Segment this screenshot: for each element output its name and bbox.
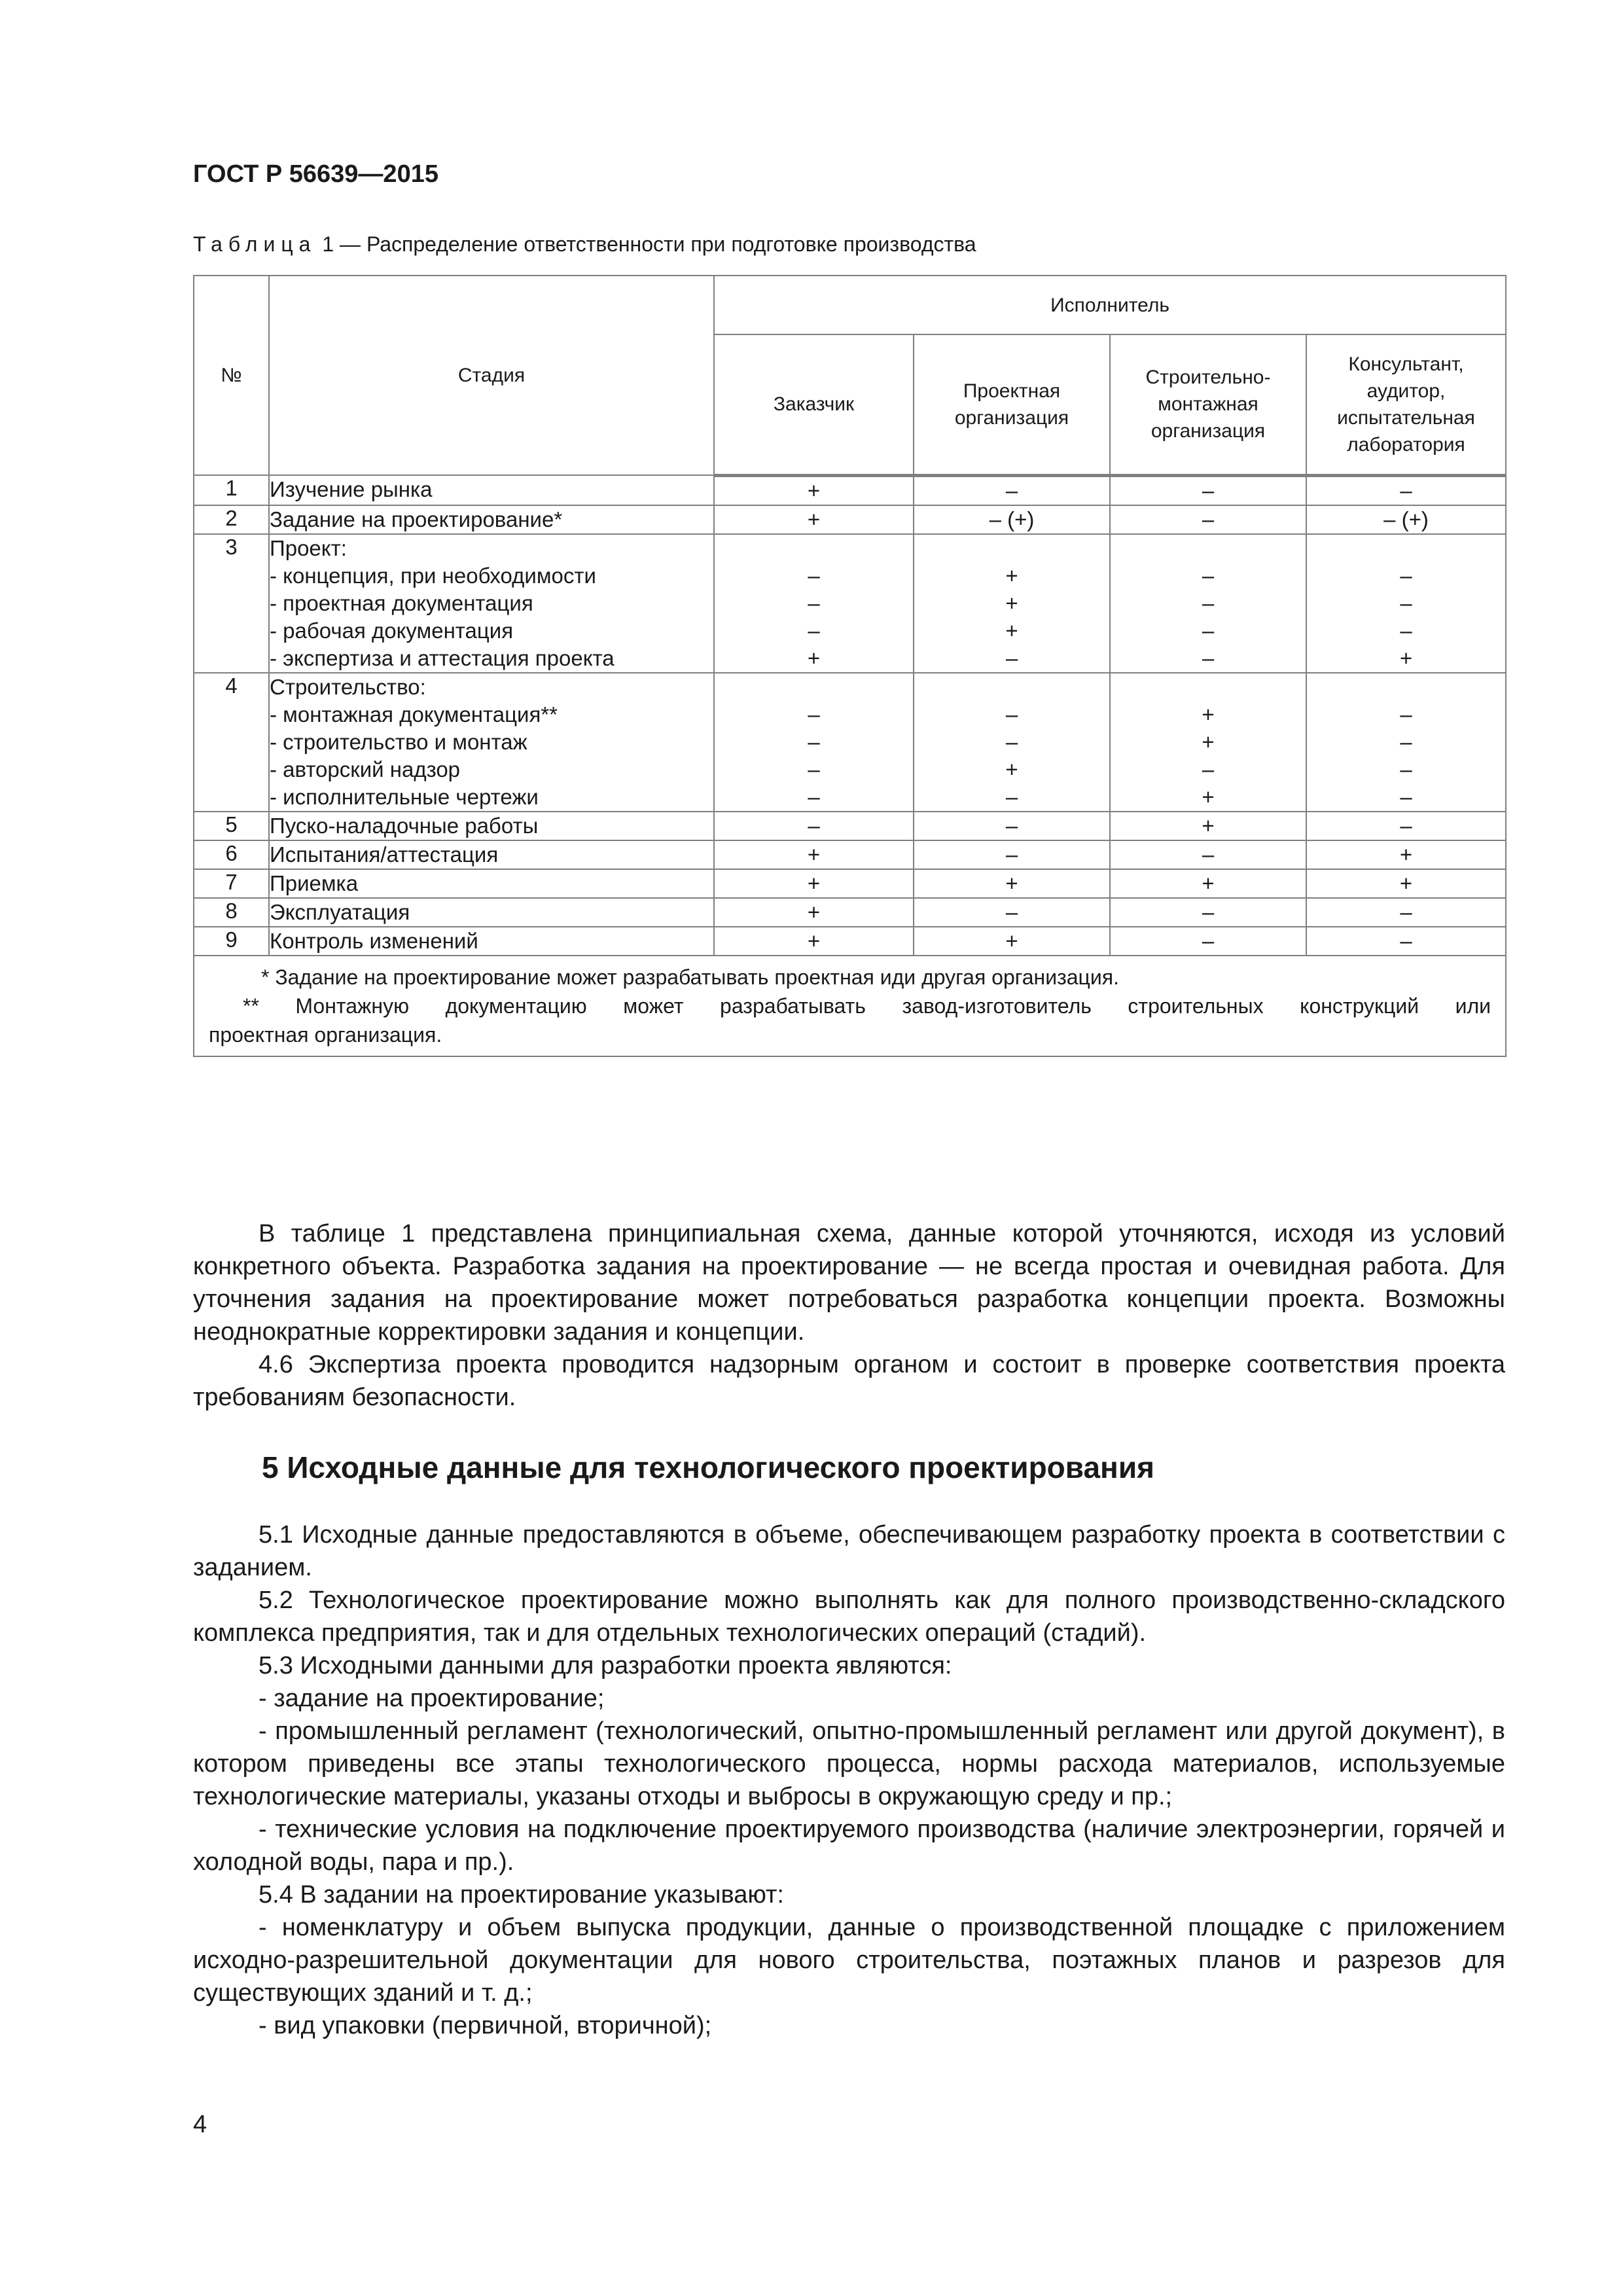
- col-executor-group-header: Исполнитель: [714, 276, 1506, 334]
- mark-value: +: [1202, 729, 1215, 754]
- row-number: 6: [194, 840, 269, 869]
- table-row: [194, 475, 1506, 505]
- row-mark-c2: [914, 840, 1110, 869]
- mark-value: –: [1005, 702, 1018, 726]
- mark-value: [1307, 673, 1505, 701]
- stage-line: - авторский надзор: [270, 757, 461, 781]
- list-item: - задание на проектирование;: [259, 1685, 605, 1712]
- mark-value: +: [807, 928, 821, 953]
- row-mark-c1: [714, 673, 914, 812]
- row-mark-c1: [714, 898, 914, 927]
- row-mark-c1: [714, 927, 914, 956]
- table-row: [194, 505, 1506, 534]
- section-text: [193, 1518, 1505, 2042]
- table-caption-text: 1 — Распределение ответственности при подготовке производства: [316, 232, 976, 256]
- mark-value: –: [1400, 590, 1412, 615]
- stage-line: - экспертиза и аттестация проекта: [270, 645, 615, 670]
- col-stage-header: Стадия: [269, 276, 714, 475]
- row-number: 3: [194, 534, 269, 673]
- mark-value: –: [1005, 813, 1018, 838]
- mark-value: –: [1400, 702, 1412, 726]
- mark-value: +: [1399, 842, 1413, 867]
- mark-value: –: [1400, 563, 1412, 588]
- mark-value: –: [1005, 784, 1018, 809]
- stage-line: Эксплуатация: [270, 899, 410, 924]
- row-number: 7: [194, 869, 269, 898]
- mark-value: –: [1005, 645, 1018, 670]
- row-mark-c4: [1306, 898, 1506, 927]
- mark-value: +: [807, 870, 821, 895]
- mark-value: –: [1400, 729, 1412, 754]
- row-stage: [269, 812, 714, 840]
- mark-value: +: [807, 507, 821, 531]
- mark-value: –: [1202, 757, 1215, 781]
- mark-value: – (+): [1383, 507, 1429, 531]
- mark-value: [1111, 673, 1306, 701]
- table-row: [194, 869, 1506, 898]
- mark-value: +: [1005, 590, 1018, 615]
- page-number: 4: [193, 2111, 207, 2138]
- mark-value: –: [1202, 928, 1215, 953]
- list-item: - вид упаковки (первичной, вторичной);: [259, 2012, 712, 2039]
- mark-value: –: [1400, 813, 1412, 838]
- col-design-org-header: Проектная организация: [914, 334, 1110, 475]
- row-stage: [269, 898, 714, 927]
- mark-value: –: [1400, 784, 1412, 809]
- row-mark-c1: [714, 505, 914, 534]
- row-mark-c3: [1110, 475, 1306, 505]
- stage-line: Изучение рынка: [270, 477, 433, 501]
- mark-value: –: [808, 813, 820, 838]
- stage-line: Испытания/аттестация: [270, 842, 499, 867]
- row-mark-c1: [714, 475, 914, 505]
- row-mark-c4: [1306, 812, 1506, 840]
- mark-value: –: [1005, 478, 1018, 503]
- table-row: [194, 927, 1506, 956]
- mark-value: +: [807, 645, 821, 670]
- mark-value: +: [807, 478, 821, 503]
- mark-value: –: [1400, 478, 1412, 503]
- row-mark-c4: [1306, 673, 1506, 812]
- footnote-2: ** Монтажную документацию может разрабатывать завод-изготовитель строительных конструкций или: [243, 994, 1491, 1018]
- stage-line: - рабочая документация: [270, 618, 514, 643]
- row-mark-c2: [914, 505, 1110, 534]
- row-number: 8: [194, 898, 269, 927]
- stage-line: Контроль изменений: [270, 928, 478, 953]
- mark-value: [1111, 535, 1306, 562]
- paragraph: 5.4 В задании на проектирование указывают:: [259, 1881, 784, 1909]
- row-stage: [269, 840, 714, 869]
- mark-value: +: [807, 899, 821, 924]
- row-mark-c3: [1110, 534, 1306, 673]
- stage-line: Пуско-наладочные работы: [270, 813, 539, 838]
- mark-value: +: [807, 842, 821, 867]
- mark-value: –: [1202, 645, 1215, 670]
- row-mark-c3: [1110, 505, 1306, 534]
- mark-value: – (+): [989, 507, 1035, 531]
- stage-line: Строительство:: [270, 674, 426, 699]
- row-stage: [269, 869, 714, 898]
- row-stage: [269, 927, 714, 956]
- row-mark-c2: [914, 475, 1110, 505]
- col-number-header: №: [194, 276, 269, 475]
- mark-value: –: [808, 563, 820, 588]
- row-mark-c2: [914, 812, 1110, 840]
- mark-value: –: [1005, 899, 1018, 924]
- mark-value: +: [1399, 645, 1413, 670]
- mark-value: [914, 673, 1109, 701]
- section-title: 5 Исходные данные для технологического проектирования: [262, 1450, 1154, 1484]
- mark-value: [1307, 535, 1505, 562]
- mark-value: –: [1202, 563, 1215, 588]
- row-mark-c4: [1306, 475, 1506, 505]
- table-footnotes: [194, 956, 1506, 1056]
- mark-value: –: [1400, 928, 1412, 953]
- row-mark-c1: [714, 840, 914, 869]
- responsibility-table: [193, 275, 1507, 1057]
- mark-value: [715, 535, 913, 562]
- stage-line: - монтажная документация**: [270, 702, 558, 726]
- mark-value: –: [1202, 618, 1215, 643]
- paragraph: В таблице 1 представлена принципиальная схема, данные которой уточняются, исходя из условий конкретного объекта. Разработка задания на проектирование — не всегда простая и очевидная работа. Для уточнения задания на проектирование может потребоваться разработка концепции проекта. Возможны неоднократные корректировки задания и концепции.: [193, 1220, 1505, 1346]
- paragraph: 5.2 Технологическое проектирование можно выполнять как для полного производственно-складского комплекса предприятия, так и для отдельных технологических операций (стадий).: [193, 1587, 1505, 1647]
- mark-value: +: [1005, 928, 1018, 953]
- mark-value: [914, 535, 1109, 562]
- row-mark-c3: [1110, 869, 1306, 898]
- row-number: 5: [194, 812, 269, 840]
- table-row: [194, 673, 1506, 812]
- row-mark-c4: [1306, 869, 1506, 898]
- stage-line: - исполнительные чертежи: [270, 784, 539, 809]
- mark-value: –: [1202, 478, 1215, 503]
- mark-value: +: [1005, 870, 1018, 895]
- mark-value: +: [1202, 702, 1215, 726]
- row-mark-c3: [1110, 898, 1306, 927]
- mark-value: [715, 673, 913, 701]
- document-header: ГОСТ Р 56639—2015: [193, 160, 438, 188]
- mark-value: –: [808, 590, 820, 615]
- col-consultant-header: Консультант, аудитор, испытательная лаборатория: [1306, 334, 1506, 475]
- mark-value: +: [1005, 563, 1018, 588]
- row-mark-c2: [914, 898, 1110, 927]
- list-item: - технические условия на подключение проектируемого производства (наличие электроэнергии, горячей и холодной воды, пара и пр.).: [193, 1816, 1505, 1876]
- mark-value: –: [808, 618, 820, 643]
- row-mark-c4: [1306, 840, 1506, 869]
- intro-text: [193, 1217, 1505, 1414]
- paragraph: 4.6 Экспертиза проекта проводится надзорным органом и состоит в проверке соответствия проекта требованиям безопасности.: [193, 1351, 1505, 1411]
- paragraph: 5.3 Исходными данными для разработки проекта являются:: [259, 1652, 952, 1679]
- table-caption: [193, 232, 976, 257]
- table-row: [194, 534, 1506, 673]
- mark-value: –: [1005, 842, 1018, 867]
- mark-value: –: [1202, 899, 1215, 924]
- list-item: - промышленный регламент (технологический, опытно-промышленный регламент или другой документ), в котором приведены все этапы технологического процесса, нормы расхода материалов, используемые технологические материалы, указаны отходы и выбросы в окружающую среду и пр.;: [193, 1717, 1505, 1810]
- row-mark-c3: [1110, 927, 1306, 956]
- row-number: 4: [194, 673, 269, 812]
- stage-line: Приемка: [270, 870, 359, 895]
- row-mark-c2: [914, 534, 1110, 673]
- table-row: [194, 812, 1506, 840]
- paragraph: 5.1 Исходные данные предоставляются в объеме, обеспечивающем разработку проекта в соответствии с заданием.: [193, 1521, 1505, 1581]
- mark-value: +: [1005, 757, 1018, 781]
- col-customer-header: Заказчик: [714, 334, 914, 475]
- table-row: [194, 840, 1506, 869]
- row-number: 9: [194, 927, 269, 956]
- stage-line: - проектная документация: [270, 590, 533, 615]
- mark-value: +: [1005, 618, 1018, 643]
- row-stage: [269, 505, 714, 534]
- mark-value: –: [1005, 729, 1018, 754]
- row-number: 1: [194, 475, 269, 505]
- table-row: [194, 898, 1506, 927]
- mark-value: –: [1202, 507, 1215, 531]
- mark-value: +: [1202, 784, 1215, 809]
- mark-value: –: [808, 757, 820, 781]
- mark-value: –: [1400, 899, 1412, 924]
- table-body: [194, 475, 1506, 956]
- row-number: 2: [194, 505, 269, 534]
- mark-value: –: [1202, 590, 1215, 615]
- row-stage: [269, 673, 714, 812]
- mark-value: –: [808, 784, 820, 809]
- stage-line: Задание на проектирование*: [270, 507, 563, 531]
- mark-value: +: [1399, 870, 1413, 895]
- stage-line: - концепция, при необходимости: [270, 563, 596, 588]
- mark-value: –: [1202, 842, 1215, 867]
- mark-value: –: [808, 702, 820, 726]
- mark-value: +: [1202, 870, 1215, 895]
- row-mark-c1: [714, 812, 914, 840]
- row-mark-c4: [1306, 505, 1506, 534]
- row-stage: [269, 475, 714, 505]
- stage-line: - строительство и монтаж: [270, 729, 527, 754]
- row-mark-c2: [914, 673, 1110, 812]
- row-mark-c3: [1110, 840, 1306, 869]
- row-mark-c4: [1306, 927, 1506, 956]
- row-mark-c4: [1306, 534, 1506, 673]
- mark-value: –: [1400, 618, 1412, 643]
- row-mark-c1: [714, 869, 914, 898]
- row-mark-c2: [914, 869, 1110, 898]
- footnote-1: * Задание на проектирование может разрабатывать проектная иди другая организация.: [261, 965, 1119, 989]
- list-item: - номенклатуру и объем выпуска продукции, данные о производственной площадке с приложением исходно-разрешительной документации для нового строительства, поэтажных планов и разрезов для существующих зданий и т. д.;: [193, 1914, 1505, 2007]
- row-mark-c2: [914, 927, 1110, 956]
- row-mark-c1: [714, 534, 914, 673]
- mark-value: +: [1202, 813, 1215, 838]
- footnote-2-continued: проектная организация.: [209, 1022, 442, 1047]
- mark-value: –: [808, 729, 820, 754]
- stage-line: Проект:: [270, 535, 347, 560]
- row-mark-c3: [1110, 812, 1306, 840]
- row-stage: [269, 534, 714, 673]
- table-caption-prefix: Таблица: [193, 232, 317, 256]
- row-mark-c3: [1110, 673, 1306, 812]
- mark-value: –: [1400, 757, 1412, 781]
- col-construction-org-header: Строительно- монтажная организация: [1110, 334, 1306, 475]
